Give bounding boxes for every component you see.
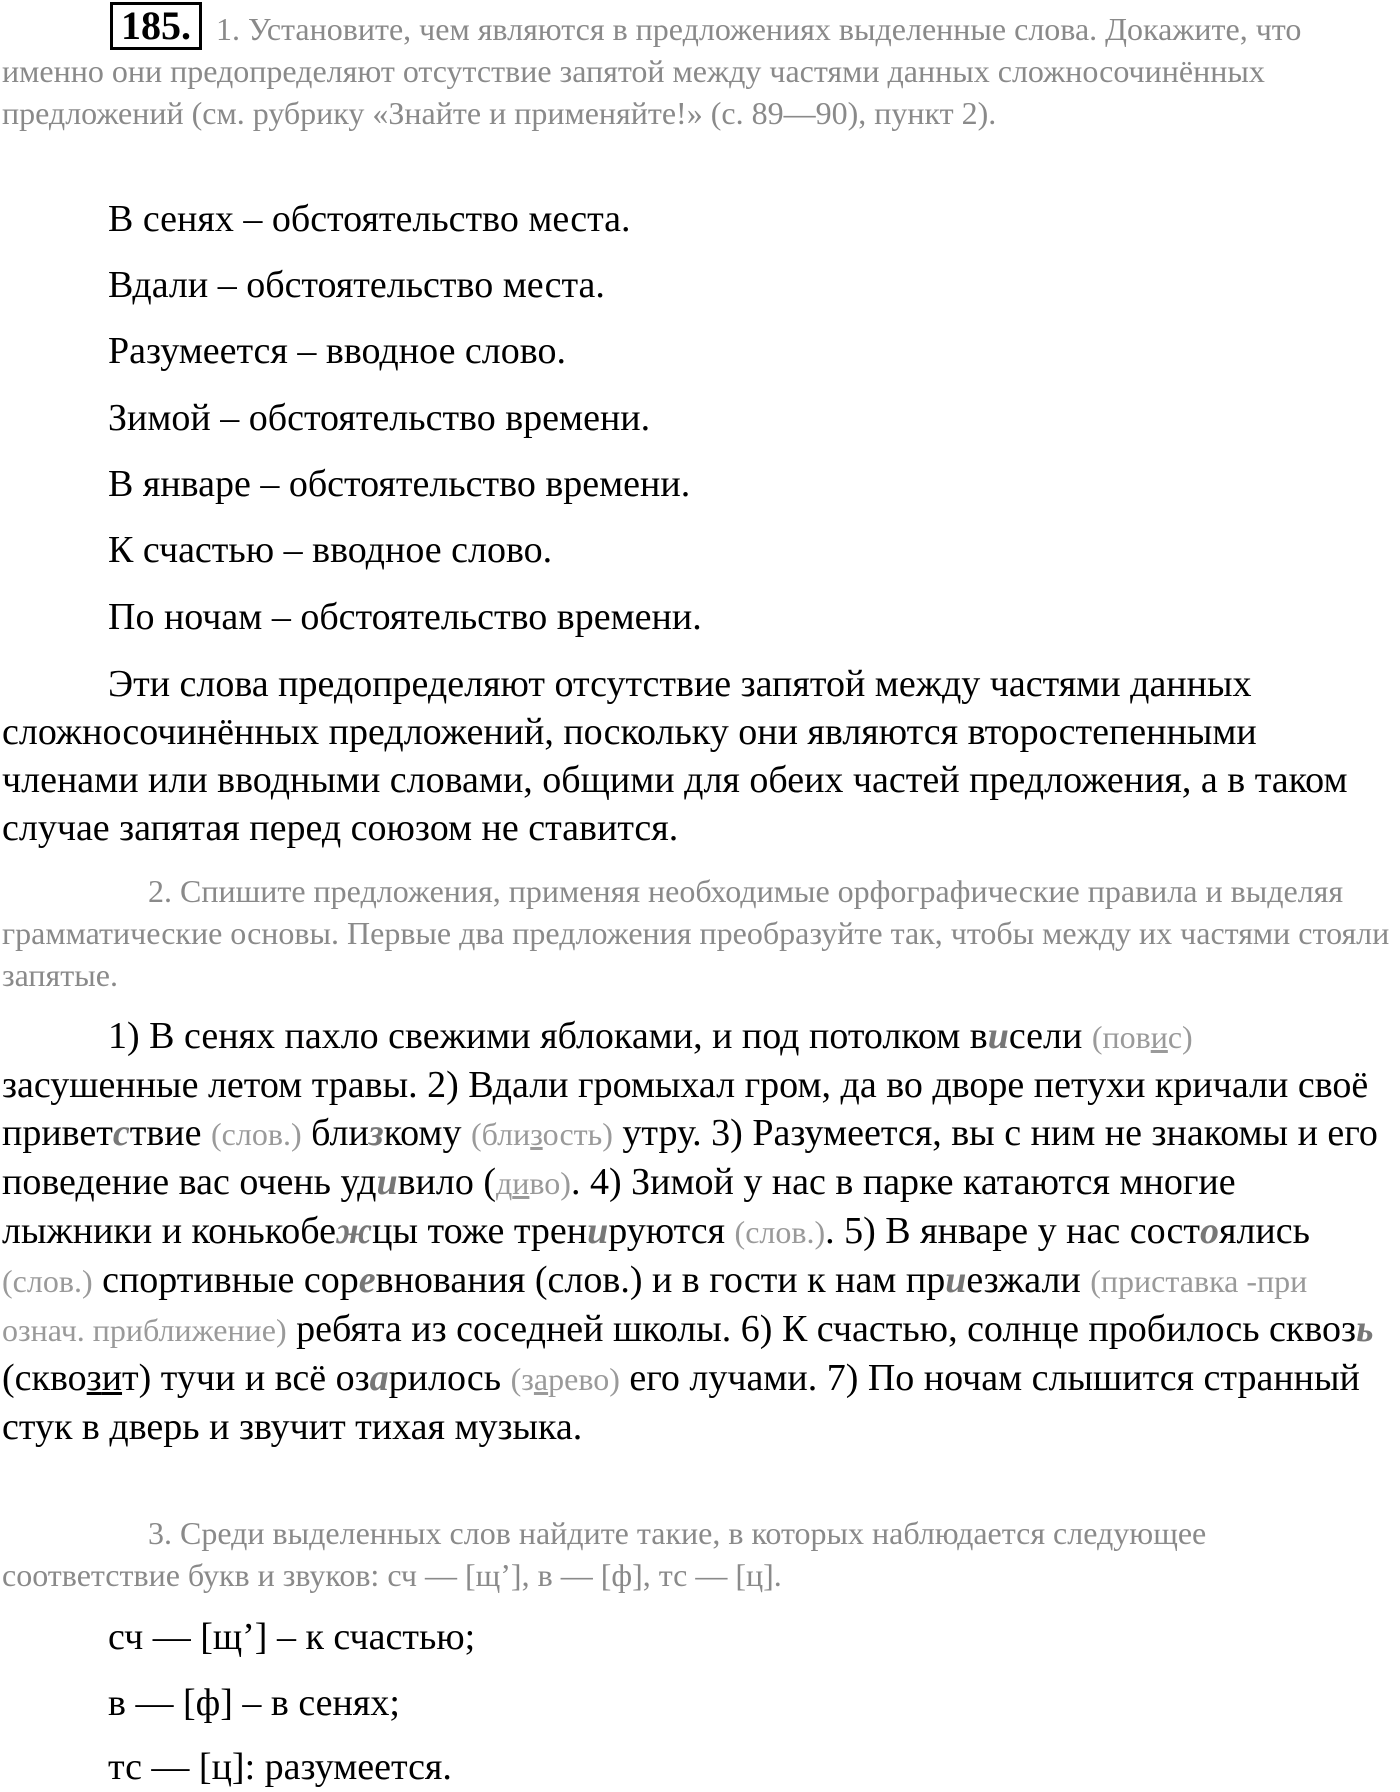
sentence-text: рилось: [388, 1357, 511, 1399]
sentence-text: . 4) Зимой у нас в парке катаются многие лыжники и конькобе: [2, 1161, 1236, 1252]
sentence-text: ребята из соседней школы. 6) К счастью, солнце пробилось сквоз: [286, 1308, 1357, 1350]
hint-part: (з: [510, 1361, 534, 1397]
answer-line: в — [ф] – в сенях;: [108, 1682, 400, 1724]
answer-line: Вдали – обстоятельство места.: [108, 264, 605, 306]
sentence-text: его лучами. 7) По ночам слышится странный стук в дверь и звучит тихая музыка.: [2, 1357, 1360, 1448]
hint-part: д: [495, 1165, 513, 1201]
task-3: 3. Среди выделенных слов найдите такие, в которых наблюдается следующее соответствие букв и звуков: сч — [щ’], в — [ф], тс — [ц].: [2, 1515, 1207, 1593]
underlined-letter: и: [101, 1357, 123, 1399]
sentence-text: (скво: [2, 1357, 87, 1399]
sentence-text: сели: [1008, 1015, 1092, 1057]
hint: (приставка -при означ. приближение): [2, 1263, 1308, 1348]
sentence-text: засушенные летом травы. 2) Вдали громыхал гром, да во дворе петухи кричали своё привет: [2, 1064, 1369, 1154]
sentence-text: езжали: [966, 1259, 1091, 1301]
hint: (слов.): [734, 1214, 826, 1250]
hint: [471, 1116, 613, 1152]
answer-line: В сенях – обстоятельство места.: [108, 198, 631, 240]
hint-underlined: а: [533, 1361, 549, 1397]
sentence-text: утру. 3) Разумеется, вы с ним не знакомы и его поведение вас очень уд: [2, 1112, 1378, 1203]
highlighted-letter: и: [376, 1161, 398, 1203]
highlighted-letter: и: [987, 1015, 1009, 1057]
hint: (слов.): [2, 1263, 93, 1299]
task-1-text: 1. Установите, чем являются в предложениях выделенные слова. Докажите, что именно они предопределяют отсутствие запятой между частями данных сложносочинённых предложений (см. рубрику «Знайте и применяйте!» (с. 89—90), пункт 2).: [2, 11, 1302, 131]
explanation-paragraph: Эти слова предопределяют отсутствие запятой между частями данных сложносочинённых предложений, поскольку они являются второстепенными членами или вводными словами, общими для обеих частей предложения, а в таком случае запятая перед союзом не ставится.: [2, 663, 1348, 849]
sentence-text: 1) В сенях пахло свежими яблоками, и под потолком в: [108, 1015, 988, 1057]
exercise-number: 185.: [110, 2, 202, 50]
hint-part: рево): [548, 1361, 620, 1397]
hint-part: во): [529, 1165, 571, 1201]
sentence-text: руются: [608, 1210, 735, 1252]
sentence-text: внования (слов.) и в гости к нам пр: [375, 1259, 946, 1301]
sentence-text: . 5) В январе у нас сост: [825, 1210, 1200, 1252]
hint-part: (пов: [1091, 1019, 1151, 1055]
sentence-text: твие: [129, 1112, 212, 1154]
hint-part: с): [1167, 1019, 1193, 1055]
hint-underlined: и: [1150, 1019, 1168, 1055]
hint-part: (бли: [470, 1116, 531, 1152]
highlighted-letter: и: [587, 1210, 609, 1252]
answer-line: К счастью – вводное слово.: [108, 529, 553, 571]
highlighted-letter: а: [369, 1357, 389, 1399]
answer-line: сч — [щ’] – к счастью;: [108, 1616, 476, 1658]
sentence-text: вило (: [397, 1161, 496, 1203]
hint: (слов.): [211, 1116, 302, 1152]
highlighted-letter: з: [368, 1112, 384, 1154]
hint: [1092, 1019, 1193, 1055]
sentences-paragraph: [2, 1012, 1394, 1451]
highlighted-letter: ь: [1356, 1308, 1374, 1350]
task-2: 2. Спишите предложения, применяя необходимые орфографические правила и выделяя грамматические основы. Первые два предложения преобразуйте так, чтобы между их частями стояли запятые.: [2, 873, 1390, 993]
hint-underlined: з: [530, 1116, 543, 1152]
hint: [496, 1165, 571, 1201]
answer-line: тс — [ц]: разумеется.: [108, 1746, 452, 1788]
hint-part: ость): [542, 1116, 613, 1152]
highlighted-letter: ж: [335, 1210, 373, 1252]
hint: [511, 1361, 620, 1397]
highlighted-letter: е: [358, 1259, 376, 1301]
answer-line: В январе – обстоятельство времени.: [108, 463, 691, 505]
task-1: [2, 3, 1392, 134]
answer-line: Зимой – обстоятельство времени.: [108, 397, 651, 439]
sentence-text: т) тучи и всё оз: [122, 1357, 370, 1399]
highlighted-letter: и: [945, 1259, 967, 1301]
sentence-text: спортивные сор: [92, 1259, 359, 1301]
sentence-text: кому: [383, 1112, 471, 1154]
answer-line: Разумеется – вводное слово.: [108, 330, 566, 372]
highlighted-letter: с: [112, 1112, 130, 1154]
answer-line: По ночам – обстоятельство времени.: [108, 596, 702, 638]
sentence-text: бли: [301, 1112, 369, 1154]
sentence-text: цы тоже трен: [372, 1210, 588, 1252]
sentence-text: ялись: [1218, 1210, 1310, 1252]
hint-underlined: и: [512, 1165, 530, 1201]
underlined-letter: з: [86, 1357, 102, 1399]
highlighted-letter: о: [1199, 1210, 1219, 1252]
